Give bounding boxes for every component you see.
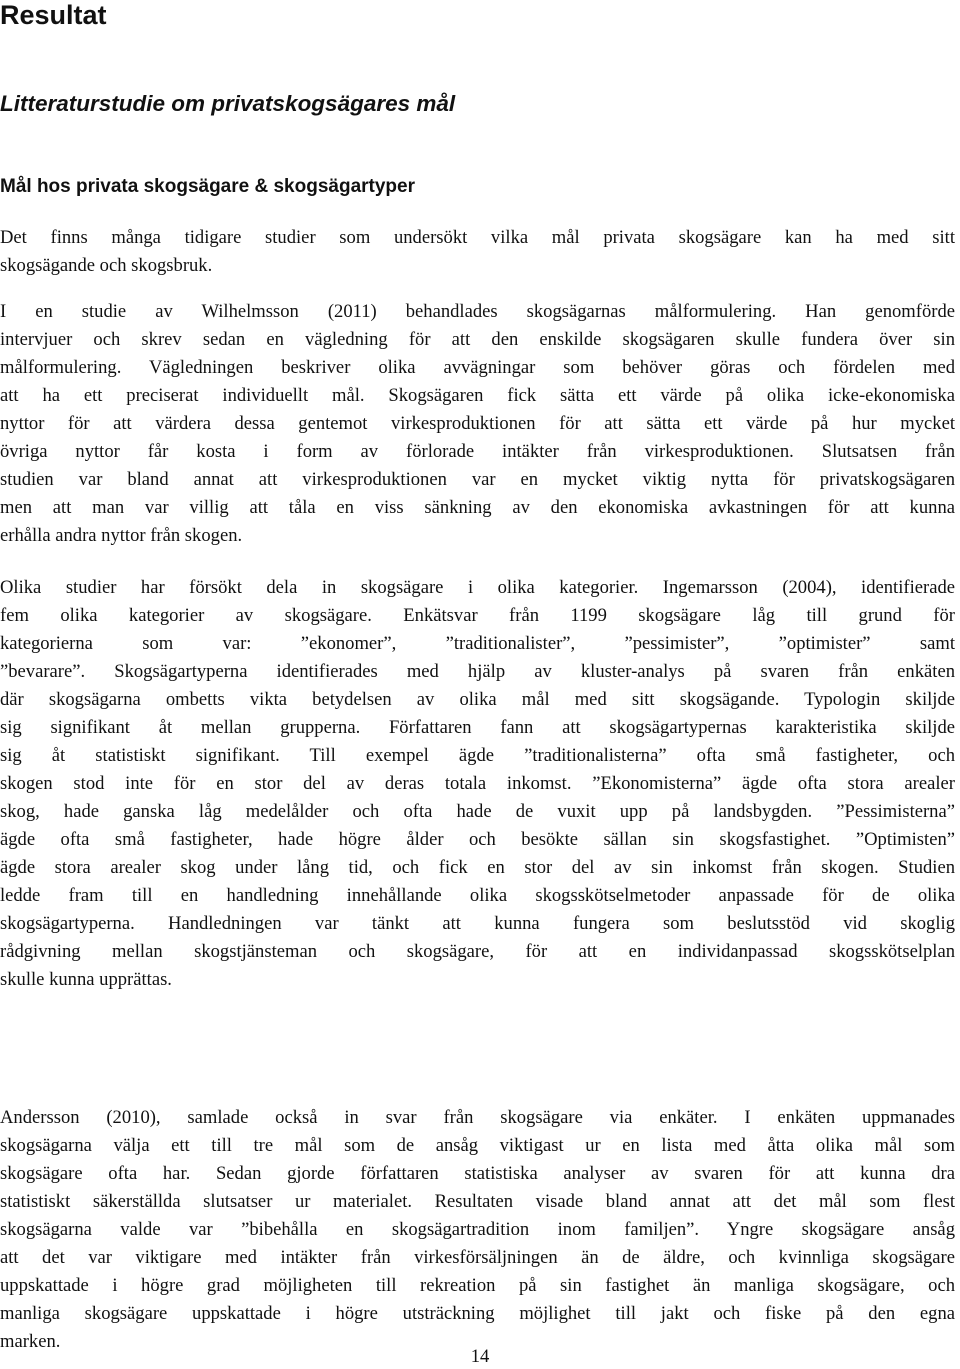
paragraph-line: Olika studier har försökt dela in skogsägare i olika kategorier. Ingemarsson (2004), identifierade — [0, 577, 955, 598]
paragraph-line: skulle kunna upprättas. — [0, 969, 172, 990]
paragraph-line: skogen stod inte för en stor del av deras totala inkomst. ”Ekonomisterna” ägde ofta stora arealer — [0, 773, 955, 794]
paragraph-line: övriga nyttor får kosta i form av förlorade intäkter från virkesproduktionen. Slutsatsen från — [0, 441, 955, 462]
paragraph-line: skogsägande och skogsbruk. — [0, 255, 213, 276]
paragraph-line: marken. — [0, 1331, 61, 1352]
paragraph-wilhelmsson — [0, 298, 955, 550]
paragraph-line: skogsägarna valde var ”bibehålla en skogsägartradition inom familjen”. Yngre skogsägare ansåg — [0, 1219, 955, 1240]
paragraph-line: I en studie av Wilhelmsson (2011) behandlades skogsägarnas målformulering. Han genomförde — [0, 301, 955, 322]
paragraph-line: skog, hade ganska låg medelålder och ofta hade de vuxit upp på landsbygden. ”Pessimisterna” — [0, 801, 955, 822]
section-heading: Resultat — [0, 0, 107, 30]
paragraph-line: intervjuer och skrev sedan en vägledning för att den enskilde skogsägaren skulle fundera över sin — [0, 329, 955, 350]
paragraph-line: sig signifikant åt mellan grupperna. Författaren fann att skogsägartypernas karakteristika skiljde — [0, 717, 955, 738]
paragraph-line: ägde stora arealer skog under lång tid, och fick en stor del av sin inkomst från skogen. Studien — [0, 857, 955, 878]
paragraph-line: att ha ett preciserat individuellt mål. Skogsägaren fick sätta ett värde på olika icke-ekonomiska — [0, 385, 955, 406]
paragraph-line: där skogsägarna ombetts vikta betydelsen av olika mål med sitt skogsägande. Typologin skiljde — [0, 689, 955, 710]
paragraph-line: skogsägartyperna. Handledningen var tänkt att kunna fungera som beslutsstöd vid skoglig — [0, 913, 955, 934]
paragraph-line: fem olika kategorier av skogsägare. Enkätsvar från 1199 skogsägare låg till grund för — [0, 605, 955, 626]
paragraph-line: rådgivning mellan skogstjänsteman och skogsägare, för att en individanpassad skogsskötselplan — [0, 941, 955, 962]
paragraph-line: målformulering. Vägledningen beskriver olika avvägningar som behöver göras och fördelen med — [0, 357, 955, 378]
paragraph-line: att det var viktigare med intäkter från virkesförsäljningen än de äldre, och kvinnliga skogsägare — [0, 1247, 955, 1268]
page-number: 14 — [470, 1346, 490, 1367]
paragraph-intro — [0, 224, 955, 280]
paragraph-line: skogsägarna välja ett till tre mål som de ansåg viktigast ur en lista med åtta olika mål som — [0, 1135, 955, 1156]
paragraph-line: men att man var villig att tåla en viss sänkning av den ekonomiska avkastningen för att kunna — [0, 497, 955, 518]
paragraph-line: skogsägare ofta har. Sedan gjorde författaren statistiska analyser av svaren för att kunna dra — [0, 1163, 955, 1184]
paragraph-andersson — [0, 1104, 955, 1356]
paragraph-line: manliga skogsägare uppskattade i högre utsträckning möjlighet till jakt och fiske på den egna — [0, 1303, 955, 1324]
paragraph-line: sig åt statistiskt signifikant. Till exempel ägde ”traditionalisterna” ofta små fastigheter, och — [0, 745, 955, 766]
paragraph-line: ledde fram till en handledning innehållande olika skogsskötselmetoder anpassade för de olika — [0, 885, 955, 906]
paragraph-line: kategorierna som var: ”ekonomer”, ”traditionalister”, ”pessimister”, ”optimister” samt — [0, 633, 955, 654]
paragraph-line: ägde ofta små fastigheter, hade högre ålder och besökte sällan sin skogsfastighet. ”Optimisten” — [0, 829, 955, 850]
subsection-heading: Litteraturstudie om privatskogsägares mål — [0, 91, 456, 116]
paragraph-line: statistiskt säkerställda slutsatser ur materialet. Resultaten visade bland annat att det mål som flest — [0, 1191, 955, 1212]
paragraph-line: Det finns många tidigare studier som undersökt vilka mål privata skogsägare kan ha med sitt — [0, 227, 955, 248]
paragraph-line: uppskattade i högre grad möjligheten till rekreation på sin fastighet än manliga skogsägare, och — [0, 1275, 955, 1296]
paragraph-line: studien var bland annat att virkesproduktionen var en mycket viktig nytta för privatskogsägaren — [0, 469, 955, 490]
paragraph-categories — [0, 574, 955, 994]
paragraph-line: erhålla andra nyttor från skogen. — [0, 525, 243, 546]
paragraph-line: ”bevarare”. Skogsägartyperna identifierades med hjälp av kluster-analys på svaren från enkäten — [0, 661, 955, 682]
paragraph-line: Andersson (2010), samlade också in svar från skogsägare via enkäter. I enkäten uppmanades — [0, 1107, 955, 1128]
paragraph-line: nyttor för att värdera dessa gentemot virkesproduktionen för att sätta ett värde på hur mycket — [0, 413, 955, 434]
subsubsection-heading: Mål hos privata skogsägare & skogsägartyper — [0, 176, 415, 197]
